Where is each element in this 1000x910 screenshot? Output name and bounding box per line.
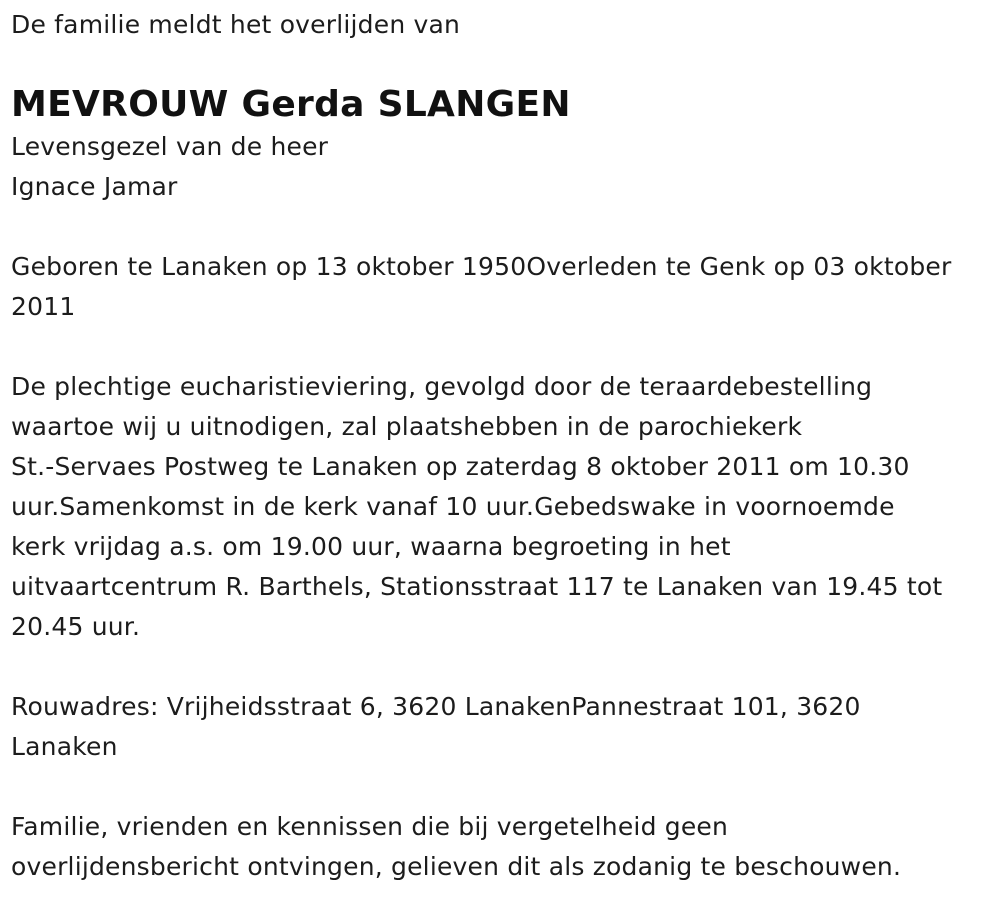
address-line: Lanaken [11, 732, 118, 761]
closing-paragraph [11, 807, 996, 887]
death-notice [11, 5, 996, 887]
closing-line: Familie, vrienden en kennissen die bij vergetelheid geen [11, 812, 729, 841]
closing-line: overlijdensbericht ontvingen, gelieven dit als zodanig te beschouwen. [11, 852, 902, 881]
deceased-name: MEVROUW Gerda SLANGEN [11, 84, 571, 125]
intro-text: De familie meldt het overlijden van [11, 10, 461, 39]
partner-paragraph [11, 127, 996, 207]
paragraph-gap [11, 327, 996, 367]
partner-line: Levensgezel van de heer [11, 132, 329, 161]
birth-death-line: Geboren te Lanaken op 13 oktober 1950Overleden te Genk op 03 oktober [11, 252, 952, 281]
address-paragraph [11, 687, 996, 767]
address-line: Rouwadres: Vrijheidsstraat 6, 3620 LanakenPannestraat 101, 3620 [11, 692, 861, 721]
paragraph-gap [11, 767, 996, 807]
partner-line: Ignace Jamar [11, 172, 178, 201]
ceremony-paragraph [11, 367, 996, 647]
ceremony-line: uitvaartcentrum R. Barthels, Stationsstraat 117 te Lanaken van 19.45 tot [11, 572, 943, 601]
paragraph-gap [11, 647, 996, 687]
birth-death-paragraph [11, 247, 996, 327]
ceremony-line: uur.Samenkomst in de kerk vanaf 10 uur.Gebedswake in voornoemde [11, 492, 895, 521]
ceremony-line: St.-Servaes Postweg te Lanaken op zaterdag 8 oktober 2011 om 10.30 [11, 452, 910, 481]
ceremony-line: De plechtige eucharistieviering, gevolgd door de teraardebestelling [11, 372, 873, 401]
birth-death-line: 2011 [11, 292, 76, 321]
ceremony-line: kerk vrijdag a.s. om 19.00 uur, waarna begroeting in het [11, 532, 731, 561]
ceremony-line: 20.45 uur. [11, 612, 141, 641]
ceremony-line: waartoe wij u uitnodigen, zal plaatshebben in de parochiekerk [11, 412, 803, 441]
paragraph-gap [11, 207, 996, 247]
